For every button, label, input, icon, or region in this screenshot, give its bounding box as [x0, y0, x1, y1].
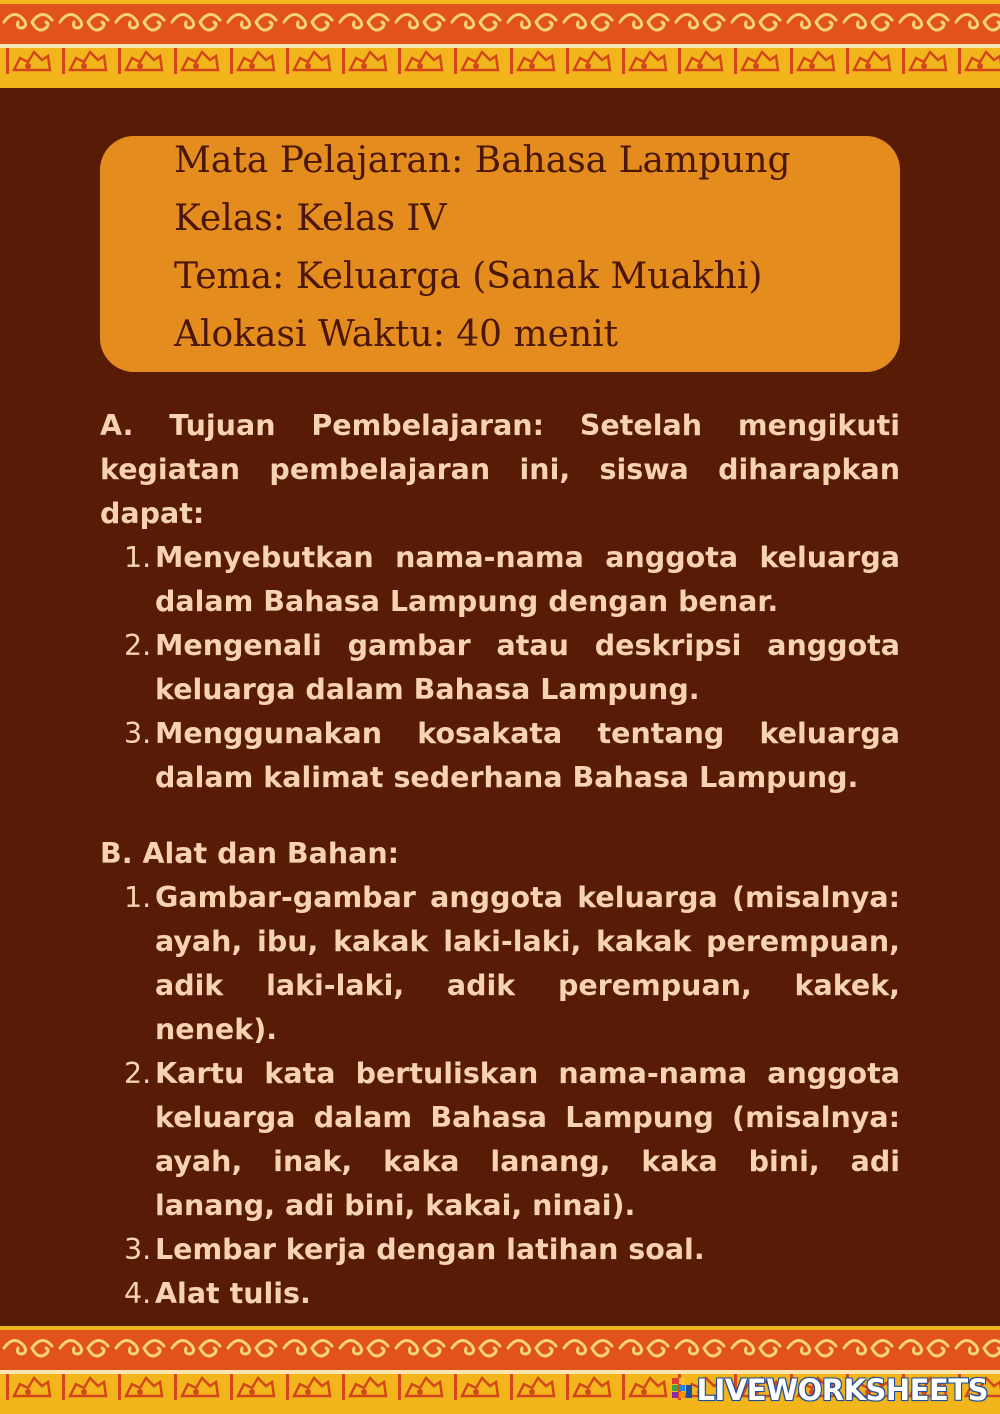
list-item — [100, 1228, 900, 1272]
lesson-content — [100, 404, 900, 1316]
top-decorative-border — [0, 0, 1000, 88]
list-item — [100, 712, 900, 800]
list-item-text: Alat tulis. — [155, 1277, 311, 1310]
list-item — [100, 624, 900, 712]
section-b-list — [100, 876, 900, 1316]
top-border-pattern — [0, 0, 1000, 88]
list-item — [100, 1272, 900, 1316]
liveworksheets-watermark[interactable] — [671, 1373, 988, 1407]
section-spacer — [100, 800, 900, 832]
list-item — [100, 536, 900, 624]
list-number: 4. — [124, 1277, 152, 1310]
theme-line: Tema: Keluarga (Sanak Muakhi) — [174, 256, 763, 297]
subject-line: Mata Pelajaran: Bahasa Lampung — [174, 140, 791, 181]
list-number: 3. — [124, 717, 152, 750]
list-item-text: Lembar kerja dengan latihan soal. — [155, 1233, 705, 1266]
list-number: 3. — [124, 1233, 152, 1266]
list-item — [100, 1052, 900, 1228]
section-a-intro: A. Tujuan Pembelajaran: Setelah mengikuti kegiatan pembelajaran ini, siswa diharapkan dapat: — [100, 409, 900, 530]
list-item-text: Gambar-gambar anggota keluarga (misalnya: ayah, ibu, kakak laki-laki, kakak perempuan, adik laki-laki, adik perempuan, kakek, nenek). — [155, 881, 900, 1046]
list-item-text: Mengenali gambar atau deskripsi anggota keluarga dalam Bahasa Lampung. — [155, 629, 900, 706]
watermark-text: LIVEWORKSHEETS — [696, 1373, 988, 1407]
liveworksheets-logo-icon — [671, 1376, 693, 1404]
list-number: 2. — [124, 1057, 152, 1090]
list-number: 2. — [124, 629, 152, 662]
list-item-text: Menyebutkan nama-nama anggota keluarga dalam Bahasa Lampung dengan benar. — [155, 541, 900, 618]
list-number: 1. — [124, 881, 152, 914]
class-line: Kelas: Kelas IV — [174, 198, 447, 239]
section-b-heading: B. Alat dan Bahan: — [100, 837, 400, 870]
section-a-list — [100, 536, 900, 800]
list-number: 1. — [124, 541, 152, 574]
time-allocation-line: Alokasi Waktu: 40 menit — [174, 314, 619, 355]
list-item-text: Kartu kata bertuliskan nama-nama anggota keluarga dalam Bahasa Lampung (misalnya: ayah, inak, kaka lanang, kaka bini, adi lanang, adi bini, kakai, ninai). — [155, 1057, 900, 1222]
list-item — [100, 876, 900, 1052]
lesson-info-box — [100, 136, 900, 372]
list-item-text: Menggunakan kosakata tentang keluarga dalam kalimat sederhana Bahasa Lampung. — [155, 717, 900, 794]
